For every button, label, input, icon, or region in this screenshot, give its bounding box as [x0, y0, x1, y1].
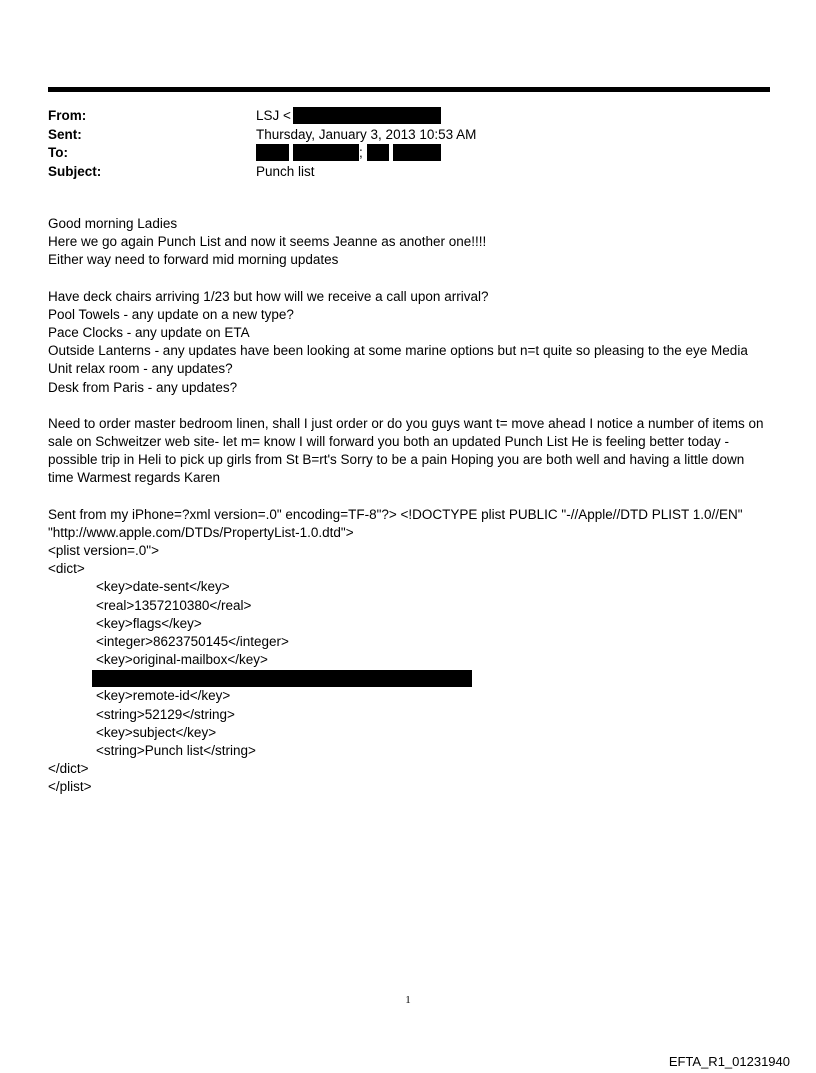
plist-line: <integer>8623750145</integer> — [96, 634, 289, 650]
redaction-box — [367, 144, 389, 161]
from-name: LSJ < — [256, 108, 291, 123]
body-line: possible trip in Heli to pick up girls from St B=rt's Sorry to be a pain Hoping you are both well and having a little down — [48, 452, 745, 468]
greeting-paragraph — [48, 215, 778, 270]
from-row — [48, 107, 768, 126]
sent-row — [48, 126, 768, 145]
document-id: EFTA_R1_01231940 — [668, 1054, 790, 1069]
plist-line: <key>subject</key> — [96, 724, 217, 740]
to-value — [256, 144, 441, 163]
subject-value: Punch list — [256, 163, 315, 179]
body-line: Have deck chairs arriving 1/23 but how will we receive a call upon arrival? — [48, 288, 489, 304]
body-line: Good morning Ladies — [48, 216, 178, 231]
body-line: time Warmest regards Karen — [48, 470, 221, 486]
from-value — [256, 107, 441, 126]
body-line: Unit relax room - any updates? — [48, 361, 233, 377]
sent-label: Sent: — [48, 126, 82, 142]
body-line: Need to order master bedroom linen, shall I just order or do you guys want t= move ahead I notice a number of items on — [48, 415, 764, 431]
body-line: Here we go again Punch List and now it seems Jeanne as another one!!!! — [48, 234, 487, 250]
body-line: Pool Towels - any update on a new type? — [48, 306, 294, 322]
sent-value: Thursday, January 3, 2013 10:53 AM — [256, 126, 477, 142]
plist-line: </dict> — [48, 761, 89, 777]
redaction-box — [393, 144, 441, 161]
plist-line: <key>original-mailbox</key> — [96, 652, 268, 668]
subject-row — [48, 163, 768, 182]
redaction-box — [293, 107, 441, 124]
header-rule — [48, 87, 770, 92]
plist-line: </plist> — [48, 779, 92, 795]
plist-line: <key>remote-id</key> — [96, 688, 231, 704]
to-row — [48, 144, 768, 163]
page-number: 1 — [405, 994, 411, 1006]
redaction-bar — [92, 670, 472, 687]
body-line: "http://www.apple.com/DTDs/PropertyList-1.0.dtd"> — [48, 524, 354, 540]
body-line: Sent from my iPhone=?xml version=.0" encoding=TF-8"?> <!DOCTYPE plist PUBLIC "-//Apple//DTD PLIST 1.0//EN" — [48, 506, 743, 522]
plist-line: <key>flags</key> — [96, 615, 202, 631]
email-body — [48, 215, 778, 815]
linen-paragraph — [48, 415, 778, 488]
body-line: sale on Schweitzer web site- let m= know I will forward you both an updated Punch List He is feeling better today - — [48, 434, 729, 450]
plist-line: <real>1357210380</real> — [96, 597, 252, 613]
plist-block — [48, 506, 778, 797]
body-line: <plist version=.0"> — [48, 543, 159, 559]
body-line: Outside Lanterns - any updates have been looking at some marine options but n=t quite so pleasing to the eye Media — [48, 343, 748, 359]
body-line: <dict> — [48, 561, 85, 577]
plist-line: <string>52129</string> — [96, 706, 235, 722]
redaction-box — [293, 144, 359, 161]
subject-label: Subject: — [48, 163, 102, 179]
from-label: From: — [48, 108, 87, 123]
updates-paragraph — [48, 288, 778, 397]
plist-line: <key>date-sent</key> — [96, 579, 230, 595]
plist-line: <string>Punch list</string> — [96, 743, 256, 759]
body-line: Desk from Paris - any updates? — [48, 379, 238, 395]
to-label: To: — [48, 145, 68, 160]
redaction-box — [256, 144, 289, 161]
email-header — [48, 107, 768, 181]
body-line: Pace Clocks - any update on ETA — [48, 325, 250, 341]
body-line: Either way need to forward mid morning updates — [48, 252, 339, 268]
to-separator: ; — [359, 145, 363, 160]
